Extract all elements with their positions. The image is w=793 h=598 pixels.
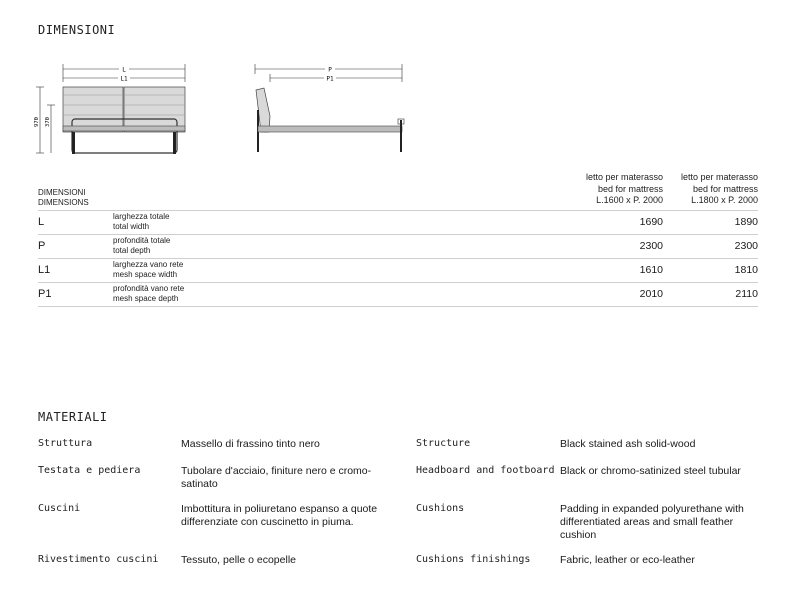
material-value-it: Massello di frassino tinto nero <box>181 438 320 450</box>
material-label-en: Headboard and footboard <box>416 465 555 476</box>
label-P1: P1 <box>326 75 334 83</box>
label-L: L <box>122 66 126 74</box>
row-value-1: 1690 <box>639 216 663 228</box>
dimensions-table <box>38 172 758 307</box>
table-header <box>38 172 758 210</box>
label-L1: L1 <box>120 75 128 83</box>
table-row <box>38 282 758 306</box>
header-col1-line2: bed for mattress <box>597 183 663 194</box>
header-col1-line1: letto per materasso <box>585 172 663 182</box>
material-value-en: Fabric, leather or eco-leather <box>560 554 695 566</box>
material-label-it: Testata e pediera <box>38 465 141 476</box>
material-label-it: Cuscini <box>38 503 81 514</box>
row-desc-it: profondità totale <box>113 236 171 245</box>
row-value-2: 2110 <box>735 288 758 300</box>
dimensions-title: DIMENSIONI <box>38 23 116 37</box>
row-code: P1 <box>38 288 52 300</box>
table-divider <box>38 306 758 307</box>
row-code: L1 <box>38 264 51 276</box>
row-value-1: 2010 <box>639 288 663 300</box>
row-desc-en: total depth <box>113 246 151 255</box>
row-desc-en: mesh space width <box>113 270 178 279</box>
material-value-it: Imbottitura in poliuretano espanso a quote differenziate con cuscinetto in piuma. <box>181 503 378 528</box>
row-value-1: 1610 <box>639 264 663 276</box>
header-left-en: DIMENSIONS <box>38 198 89 207</box>
header-col2 <box>648 172 758 207</box>
row-desc <box>113 260 183 280</box>
row-desc <box>113 236 170 256</box>
row-desc-en: total width <box>113 222 150 231</box>
row-desc-it: larghezza totale <box>113 212 170 221</box>
label-370: 370 <box>45 117 51 127</box>
row-desc <box>113 212 169 232</box>
table-row <box>38 210 758 234</box>
front-view-drawing <box>30 60 200 160</box>
header-col2-line1: letto per materasso <box>680 172 758 182</box>
materials-title: MATERIALI <box>38 410 108 424</box>
material-label-en: Cushions finishings <box>416 554 531 565</box>
header-col2-line2: bed for mattress <box>692 183 758 194</box>
row-code: L <box>38 216 45 228</box>
row-code: P <box>38 240 46 252</box>
material-value-en: Black stained ash solid-wood <box>560 438 696 450</box>
row-value-2: 2300 <box>734 240 758 252</box>
row-value-2: 1890 <box>734 216 758 228</box>
row-value-1: 2300 <box>639 240 663 252</box>
header-left <box>38 188 89 208</box>
row-desc-it: larghezza vano rete <box>113 260 184 269</box>
side-view-drawing <box>245 60 410 160</box>
table-row <box>38 234 758 258</box>
row-desc-it: profondità vano rete <box>113 284 185 293</box>
label-970: 970 <box>34 117 40 127</box>
material-value-it: Tubolare d'acciaio, finiture nero e cromo-satinato <box>181 465 372 490</box>
label-P: P <box>328 66 332 74</box>
material-value-en: Padding in expanded polyurethane with differentiated areas and small feather cushion <box>560 503 744 541</box>
header-col1 <box>553 172 663 207</box>
table-row <box>38 258 758 282</box>
material-label-en: Structure <box>416 438 471 449</box>
material-value-en: Black or chromo-satinized steel tubular <box>560 465 741 477</box>
material-label-en: Cushions <box>416 503 465 514</box>
header-col1-line3: L.1600 x P. 2000 <box>596 195 663 205</box>
row-desc <box>113 284 184 304</box>
material-value-it: Tessuto, pelle o ecopelle <box>181 554 296 566</box>
material-label-it: Struttura <box>38 438 93 449</box>
row-desc-en: mesh space depth <box>113 294 179 303</box>
header-col2-line3: L.1800 x P. 2000 <box>691 195 758 205</box>
material-label-it: Rivestimento cuscini <box>38 554 159 565</box>
row-value-2: 1810 <box>734 264 758 276</box>
header-left-it: DIMENSIONI <box>38 188 86 197</box>
